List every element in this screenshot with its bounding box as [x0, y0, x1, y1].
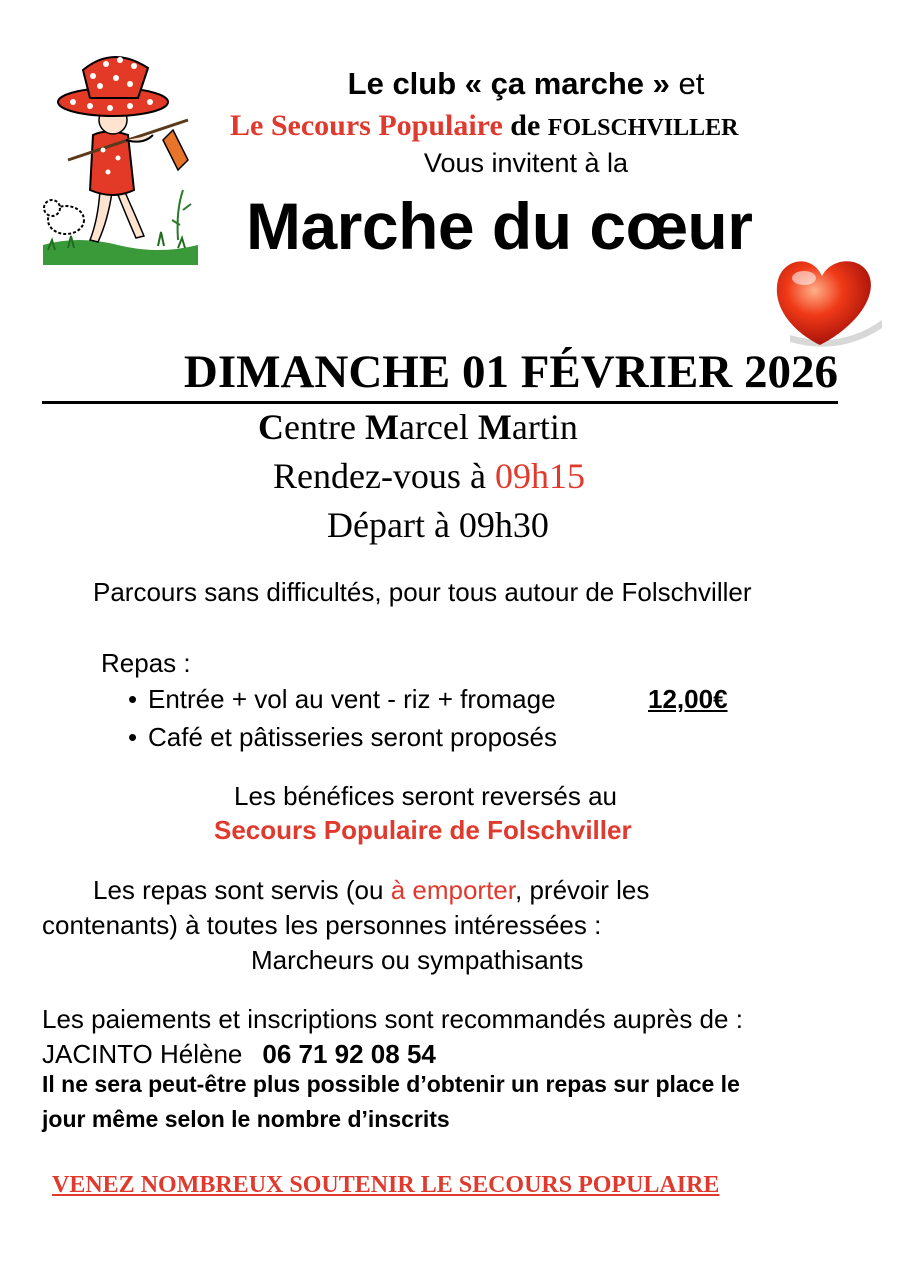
contact-phone: 06 71 92 08 54 — [262, 1039, 436, 1069]
takeaway-text: à emporter — [390, 875, 515, 905]
benefits-line: Les bénéfices seront reversés au — [234, 781, 617, 811]
benefits-org: Secours Populaire de Folschviller — [214, 815, 632, 845]
meal-item-text: Café et pâtisseries seront proposés — [148, 722, 557, 752]
event-depart: Départ à 09h30 — [327, 505, 549, 545]
header-club-line — [0, 66, 899, 102]
contact-name: JACINTO Hélène — [42, 1039, 243, 1069]
venue-cap: M — [477, 407, 512, 447]
rdv-label: Rendez-vous à — [273, 456, 495, 496]
meal-item — [128, 684, 556, 715]
event-date: DIMANCHE 01 FÉVRIER 2026 — [42, 343, 838, 404]
footer-slogan: VENEZ NOMBREUX SOUTENIR LE SECOURS POPULAIRE — [52, 1172, 720, 1198]
event-rdv — [273, 455, 585, 497]
warning-line: Il ne sera peut-être plus possible d’obtenir un repas sur place le — [42, 1071, 740, 1097]
bullet: • — [128, 722, 138, 752]
page-title: Marche du cœur — [246, 189, 753, 263]
bullet: • — [128, 684, 138, 714]
venue-cap: M — [364, 407, 399, 447]
meal-item — [128, 722, 557, 753]
venue-cap: C — [258, 407, 284, 447]
org-de: de — [502, 109, 548, 142]
header-org-line — [230, 109, 739, 143]
club-suffix: et — [669, 66, 705, 101]
invite-line: Vous invitent à la — [423, 148, 629, 178]
venue-rest: entre — [284, 407, 365, 447]
route-description: Parcours sans difficultés, pour tous autour de Folschviller — [93, 577, 752, 607]
org-name: Le Secours Populaire — [230, 109, 503, 142]
rdv-time: 09h15 — [494, 456, 585, 496]
org-town: FOLSCHVILLER — [547, 115, 739, 141]
event-venue — [258, 406, 578, 448]
meal-item-text: Entrée + vol au vent - riz + fromage — [148, 684, 556, 714]
heart-icon — [770, 250, 888, 350]
served-line: Marcheurs ou sympathisants — [251, 945, 584, 975]
contact-person — [42, 1039, 436, 1070]
venue-rest: artin — [511, 407, 578, 447]
meal-price: 12,00€ — [648, 684, 728, 714]
club-name: Le club « ça marche » — [347, 66, 670, 101]
served-text: Les repas sont servis (ou — [93, 875, 391, 905]
warning-line: jour même selon le nombre d’inscrits — [42, 1106, 450, 1132]
served-text: , prévoir les — [515, 875, 650, 905]
served-line — [93, 875, 649, 906]
meal-label: Repas : — [101, 648, 191, 678]
served-line: contenants) à toutes les personnes intéressées : — [42, 910, 602, 940]
contact-line: Les paiements et inscriptions sont recommandés auprès de : — [42, 1004, 743, 1034]
venue-rest: arcel — [398, 407, 478, 447]
